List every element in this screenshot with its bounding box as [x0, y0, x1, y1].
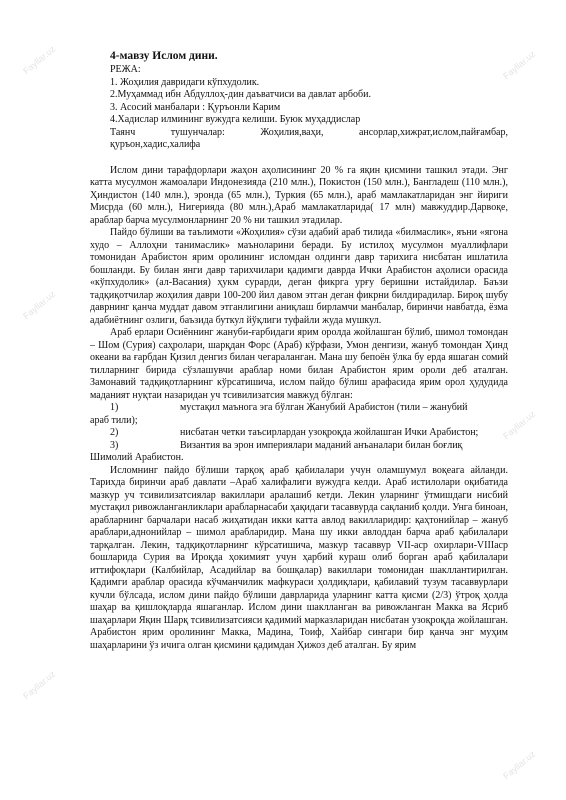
- watermark: Fayllar.uz: [21, 668, 58, 702]
- watermark: Fayllar.uz: [21, 288, 58, 322]
- civilization-list: [90, 402, 508, 465]
- plan-item-2: 2.Муҳаммад ибн Абдуллоҳ-дин даъватчиси ва давлат арбоби.: [110, 89, 371, 100]
- keywords-line: Таянч тушунчалар: Жоҳилия,ваҳи, ансорлар,хижрат,ислом,пайғамбар,: [110, 126, 508, 138]
- civilization-item-1: [90, 402, 508, 415]
- item-number: 3): [110, 439, 119, 451]
- watermark: Fayllar.uz: [501, 748, 538, 782]
- document-page: [90, 50, 508, 652]
- item-text: Византия ва эрон империялари маданий анъаналари билан боғлиқ: [180, 439, 463, 451]
- civilization-item-2: [90, 427, 508, 440]
- watermark: Fayllar.uz: [21, 43, 58, 77]
- spacer: [90, 152, 508, 165]
- paragraph-2: Пайдо бўлиши ва таълимоти «Жоҳилия» сўзи адабий араб тилида «билмаслик», яъни «ягона худо – Аллоҳни танимаслик» маъноларини беради. Бу истилоҳ мусулмон муаллифлари томонидан Арабистон ярим оролининг исломдан олдинги давр тарихига нисбатан ишлатила бошланди. Бу билан янги давр тарихчилари қадимги даврда Ички Арабистон аҳолиси орасида «кўпхудолик» (ал-Васания) ҳукм сурарди, деган фикрга урғу беришни истайдилар. Баъзи тадқиқотчилар жоҳилия даври 100-200 йил давом этган деган фикрни билдирадилар. Бироқ шубу даврнинг қанча муддат давом этганлигини аниқлаш бирламчи манбалар, биринчи навбатда, ёзма адабиётнинг озлиги, баъзида буткул йўқлиги туфайли жуда мушкул.: [90, 227, 508, 326]
- item-text: мустақил маънога эга бўлган Жанубий Арабистон (тили – жанубий: [180, 402, 468, 413]
- paragraph-4: Исломнинг пайдо бўлиши тарқоқ араб қабилалари учун оламшумул воқеага айланди. Тарихда биринчи араб давлати –Араб халифалиги вужудга келди. Араб истилолари оқибатида мазкур уч тсивилизатсиялар вакиллари аралашиб кетди. Лекин уларнинг ўтмишдаги нисбий мустақил ривожланганликлари арабларнасаби ҳақидаги тасаввурда сақланиб қолди. Унга биноан, арабларнинг барчалари насаб жиҳатидан икки катта авлод вакилларидир: қаҳтонийлар – жануб араблари,аднонийлар – шимол арабларидир. Мана шу икки авлоддан барча араб қабилалари тарқалган. Лекин, тадқиқотларнинг кўрсатишича, мазкур тасаввур VII-аср охирлари-VIIIаср бошларида Сурия ва Ироқда ҳокимият учун ҳарбий кураш олиб борган араб қабилалари иттифоқлари (Калбийлар, Асадийлар ва бошқалар) вакиллари томонидан шакллантирилган. Қадимги араблар орасида кўчманчилик мафкураси ҳолдиқлари, қабилавий тузум тасаввурлари кучли бўлсада, ислом дини пайдо бўлиши даврларида уларнинг катта қисми (2/3) ўтроқ ҳолда шаҳар ва қишлоқларда яшаганлар. Ислом дини шаклланган ва ривожланган Макка ва Ясриб шаҳарлари Яқин Шарқ тсивилизатсияси қадимий марказларидан нисбатан узоқроқда жойлашган. Арабистон ярим оролининг Макка, Мадина, Тоиф, Хайбар сингари бир қанча энг муҳим шаҳарларини ўз ичига олган қисмини қадимдан Ҳижоз деб аталган. Бу ярим: [90, 464, 508, 651]
- plan-item-3: 3. Асосий манбалари : Қуръонли Карим: [110, 101, 281, 113]
- keywords-continuation: қуръон,хадис,халифа: [110, 139, 201, 150]
- plan-item-4: 4.Хадислар илмининг вужудга келиши. Буюк муҳаддислар: [110, 114, 361, 125]
- item-continuation: Шимолий Арабистон.: [90, 452, 184, 463]
- item-text: нисбатан четки таъсирлардан узоқроқда жойлашган Ички Арабистон;: [180, 427, 479, 438]
- watermark: Fayllar.uz: [501, 408, 538, 442]
- paragraph-1: Ислом дини тарафдорлари жаҳон аҳолисининг 20 % га яқин қисмини ташкил этади. Энг катта мусулмон жамоалари Индонезияда (210 млн.), Покистон (150 млн.), Бангладеш (110 млн.), Ҳиндистон (140 млн.), эронда (65 млн.), Туркия (65 млн.), араб мамлакатларидан энг йириги Мисрда (60 млн.), Нигерияда (80 млн.),Араб мамлакатларида( 17 млн) мавжуддир.Дарвоқе, араблар барча мусулмонларнинг 20 % ни ташкил этадилар.: [90, 164, 508, 226]
- paragraph-3: Араб ерлари Осиённинг жануби-ғарбидаги ярим оролда жойлашган бўлиб, шимол томондан – Шом (Сурия) саҳролари, шарқдан Форс (Араб) кўрфази, Умон денгизи, жануб томондан Ҳинд океани ва ғарбдан Қизил денгиз билан чегараланган. Мана шу бепоён ўлка бу ерда яшаган сомий тилларнинг бирида сўзлашувчи араблар номи билан Арабистон ярим ороли деб аталган. Замонавий тадқиқотларнинг кўрсатишича, ислом пайдо бўлиш арафасида ярим орол ҳудудида маданият нуқтаи назаридан уч тсивилизатсия мавжуд бўлган:: [90, 327, 508, 401]
- plan-list: [90, 77, 508, 127]
- document-title: 4-мавзу Ислом дини.: [110, 50, 218, 62]
- plan-heading: РЕЖА:: [110, 64, 141, 75]
- plan-item-1: 1. Жоҳилия давридаги кўпхудолик.: [110, 76, 260, 88]
- watermark: Fayllar.uz: [501, 48, 538, 82]
- item-number: 1): [110, 402, 119, 413]
- item-number: 2): [110, 427, 119, 438]
- item-continuation: араб тили);: [90, 414, 138, 426]
- civilization-item-3: [90, 440, 508, 453]
